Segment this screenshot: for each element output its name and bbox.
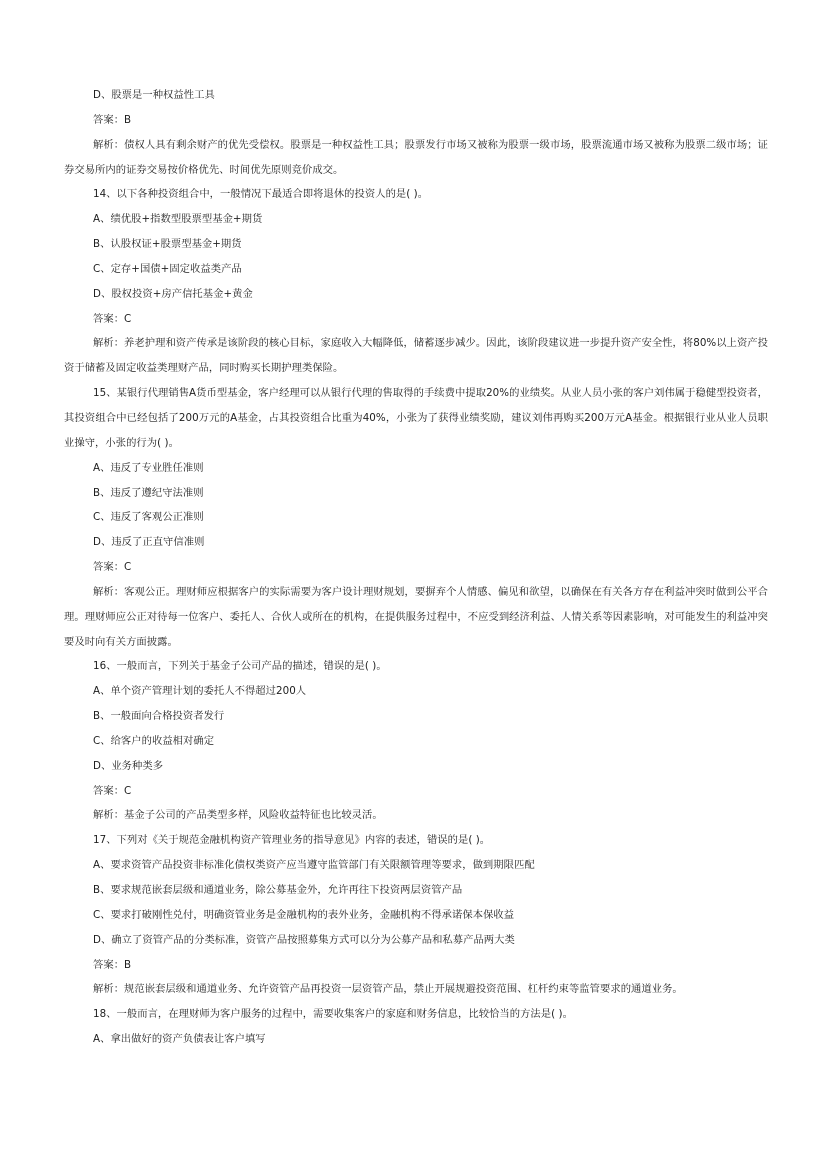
option-17-d: D、确立了资管产品的分类标准，资管产品按照募集方式可以分为公募产品和私募产品两大类 <box>93 933 515 946</box>
option-17-b: B、要求规范嵌套层级和通道业务，除公募基金外，允许再往下投资两层资管产品 <box>93 884 463 896</box>
analysis-17: 解析：规范嵌套层级和通道业务、允许资管产品再投资一层资管产品，禁止开展规避投资范围、杠杆约束等监管要求的通道业务。 <box>93 983 683 996</box>
answer-17: 答案：B <box>93 958 132 971</box>
answer-15: 答案：C <box>93 561 132 574</box>
analysis-15: 解析：客观公正。理财师应根据客户的实际需要为客户设计理财规划，要摒弃个人情感、偏见和欲望，以确保在有关各方存在利益冲突时做到公平合理。理财师应公正对待每一位客户、委托人、合伙人或所在的机构，在提供服务过程中，不应受到经济利益、人情关系等因素影响，对可能发生的利益冲突要及时向有关方面披露。 <box>64 585 768 648</box>
option-16-a: A、单个资产管理计划的委托人不得超过200人 <box>93 685 307 698</box>
analysis-16: 解析：基金子公司的产品类型多样，风险收益特征也比较灵活。 <box>93 809 383 822</box>
answer-14: 答案：C <box>93 312 132 325</box>
option-16-d: D、业务种类多 <box>93 759 164 772</box>
answer-13: 答案：B <box>93 113 132 126</box>
option-17-c: C、要求打破刚性兑付，明确资管业务是金融机构的表外业务，金融机构不得承诺保本保收益 <box>93 908 515 921</box>
option-15-b: B、违反了遵纪守法准则 <box>93 486 204 499</box>
document-page <box>64 83 768 1052</box>
option-15-a: A、违反了专业胜任准则 <box>93 461 204 474</box>
question-17: 17、下列对《关于规范金融机构资产管理业务的指导意见》内容的表述，错误的是( )。 <box>93 834 491 847</box>
question-14: 14、以下各种投资组合中，一般情况下最适合即将退休的投资人的是( )。 <box>93 188 429 201</box>
answer-16: 答案：C <box>93 784 132 797</box>
option-15-c: C、违反了客观公正准则 <box>93 511 204 524</box>
option-14-d: D、股权投资+房产信托基金+黄金 <box>93 287 253 300</box>
analysis-14: 解析：养老护理和资产传承是该阶段的核心目标，家庭收入大幅降低，储蓄逐步减少。因此，该阶段建议进一步提升资产安全性，将80%以上资产投资于储蓄及固定收益类理财产品，同时购买长期护理类保险。 <box>64 337 768 375</box>
option-18-a: A、拿出做好的资产负债表让客户填写 <box>93 1033 266 1046</box>
option-16-b: B、一般面向合格投资者发行 <box>93 710 225 723</box>
question-18: 18、一般而言，在理财师为客户服务的过程中，需要收集客户的家庭和财务信息，比较恰当的方法是( )。 <box>93 1008 573 1021</box>
option-13-d: D、股票是一种权益性工具 <box>93 89 215 101</box>
option-14-c: C、定存+国债+固定收益类产品 <box>93 262 242 275</box>
question-16: 16、一般而言，下列关于基金子公司产品的描述，错误的是( )。 <box>93 660 387 673</box>
question-15: 15、某银行代理销售A货币型基金，客户经理可以从银行代理的售取得的手续费中提取20%的业绩奖。从业人员小张的客户刘伟属于稳健型投资者，其投资组合中已经包括了200万元的A基金，占其投资组合比重为40%，小张为了获得业绩奖励，建议刘伟再购买200万元A基金。根据银行业从业人员职业操守，小张的行为( )。 <box>64 387 768 449</box>
option-17-a: A、要求资管产品投资非标准化债权类资产应当遵守监管部门有关限额管理等要求，做到期限匹配 <box>93 859 535 872</box>
option-16-c: C、给客户的收益相对确定 <box>93 734 215 747</box>
option-14-a: A、绩优股+指数型股票型基金+期货 <box>93 213 263 226</box>
option-14-b: B、认股权证+股票型基金+期货 <box>93 238 242 251</box>
option-15-d: D、违反了正直守信准则 <box>93 536 205 549</box>
analysis-13: 解析：债权人具有剩余财产的优先受偿权。股票是一种权益性工具；股票发行市场又被称为股票一级市场，股票流通市场又被称为股票二级市场；证券交易所内的证券交易按价格优先、时间优先原则竞价成交。 <box>64 138 768 176</box>
